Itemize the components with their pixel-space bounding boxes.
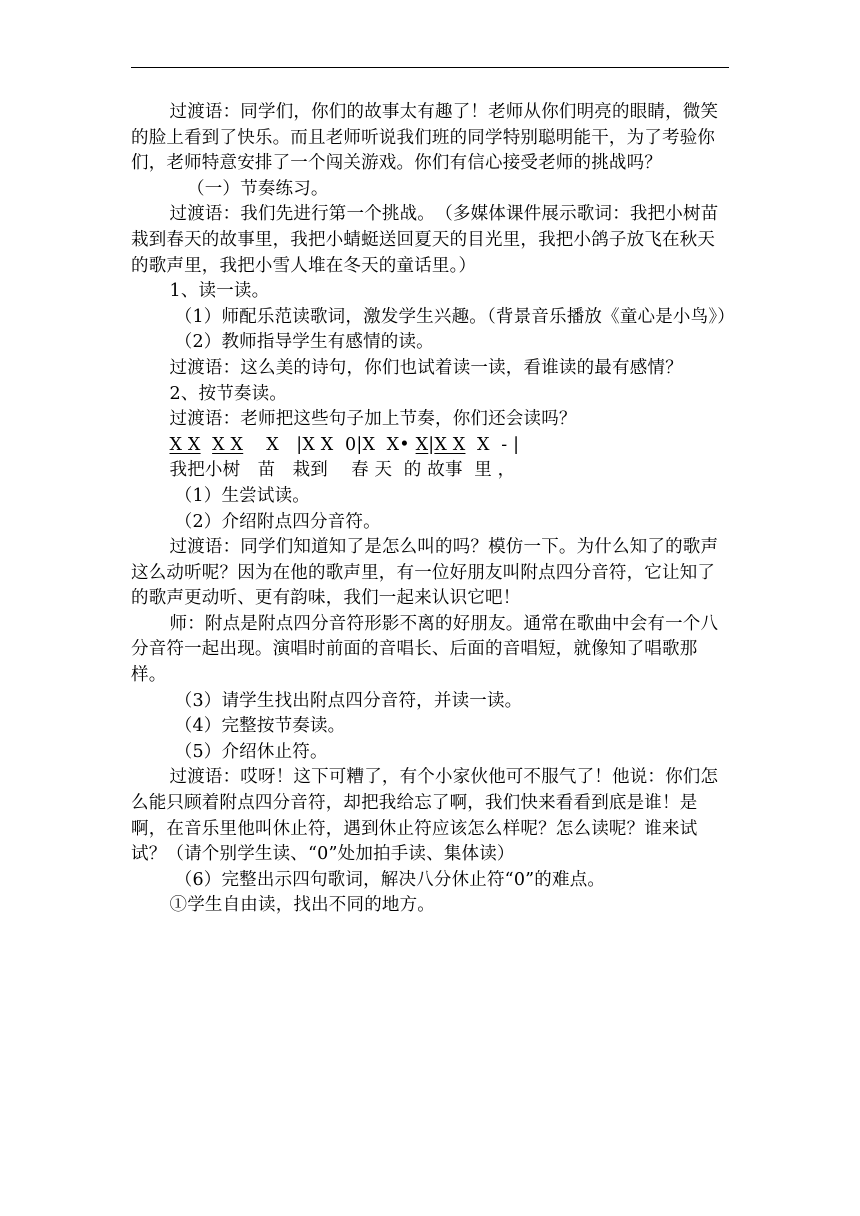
paragraph: （2）介绍附点四分音符。	[174, 511, 381, 532]
lyric: 我把小树	[169, 460, 241, 481]
bar-line: |	[428, 434, 435, 455]
body-text	[131, 100, 735, 919]
paragraph: 过渡语：哎呀！这下可糟了，有个小家伙他可不服气了！他说：你们怎么能只顾着附点四分音符，却把我给忘了啊，我们快来看看到底是谁！是啊，在音乐里他叫休止符，遇到休止符应该怎么样呢？怎么读呢？谁来试试？（请个别学生读、“0”处加拍手读、集体读）	[131, 767, 719, 865]
paragraph: 1、读一读。	[169, 281, 270, 302]
rhythm-note: X X	[434, 434, 466, 455]
rhythm-note: X X	[212, 434, 244, 455]
lyrics-line	[131, 458, 731, 484]
lyric: 里	[474, 460, 492, 481]
paragraph: 2、按节奏读。	[169, 383, 288, 404]
rhythm-note: X X	[302, 434, 334, 455]
paragraph: 过渡语：同学们，你们的故事太有趣了！老师从你们明亮的眼睛，微笑的脸上看到了快乐。而且老师听说我们班的同学特别聪明能干，为了考验你们，老师特意安排了一个闯关游戏。你们有信心接受老师的挑战吗？	[131, 102, 719, 174]
paragraph: （1）师配乐范读歌词，激发学生兴趣。（背景音乐播放《童心是小鸟》）	[174, 306, 735, 327]
paragraph: （6）完整出示四句歌词，解决八分休止符“0”的难点。	[174, 869, 606, 890]
rhythm-note: X	[266, 434, 279, 455]
dotted-note: X•	[386, 434, 410, 455]
rhythm-dash: -	[501, 434, 508, 455]
rhythm-note: X	[415, 434, 429, 455]
paragraph: （2）教师指导学生有感情的读。	[174, 332, 434, 353]
rhythm-note: X X	[169, 434, 201, 455]
paragraph: ①学生自由读，找出不同的地方。	[169, 895, 435, 916]
lyric: 苗	[257, 460, 276, 481]
rest-note: 0	[344, 434, 357, 455]
paragraph: （一）节奏练习。	[187, 178, 329, 199]
paragraph: 过渡语：老师把这些句子加上节奏，你们还会读吗？	[169, 409, 577, 430]
rhythm-note: X	[477, 434, 490, 455]
rhythm-notation	[131, 433, 731, 459]
paragraph: （3）请学生找出附点四分音符，并读一读。	[174, 690, 523, 711]
lyric: 的	[403, 460, 422, 481]
paragraph: 过渡语：同学们知道知了是怎么叫的吗？模仿一下。为什么知了的歌声这么动听呢？因为在他的歌声里，有一位好朋友叫附点四分音符，它让知了的歌声更动听、更有韵味，我们一起来认识它吧！	[131, 537, 719, 609]
paragraph: 过渡语：我们先进行第一个挑战。 （多媒体课件展示歌词：我把小树苗栽到春天的故事里，我把小蜻蜓送回夏天的目光里，我把小鸽子放飞在秋天的歌声里，我把小雪人堆在冬天的童话里。）	[131, 204, 719, 276]
bar-line: |	[513, 434, 520, 455]
paragraph: 师：附点是附点四分音符形影不离的好朋友。通常在歌曲中会有一个八分音符一起出现。演唱时前面的音唱长、后面的音唱短，就像知了唱歌那样。	[131, 613, 719, 686]
lyric: ，	[497, 460, 516, 481]
paragraph: 过渡语：这么美的诗句，你们也试着读一读，看谁读的最有感情？	[169, 357, 683, 378]
paragraph: （4）完整按节奏读。	[174, 716, 346, 737]
lyric: 栽到	[292, 460, 329, 481]
bar-line: |	[296, 434, 303, 455]
paragraph: （1）生尝试读。	[174, 485, 310, 506]
lyric: 故事	[427, 460, 463, 481]
paragraph: （5）介绍休止符。	[174, 741, 328, 762]
bar-line: |	[356, 434, 363, 455]
lyric: 天	[374, 460, 393, 481]
lyric: 春	[351, 460, 369, 481]
header-rule	[131, 67, 729, 68]
rhythm-note: X	[362, 434, 376, 455]
